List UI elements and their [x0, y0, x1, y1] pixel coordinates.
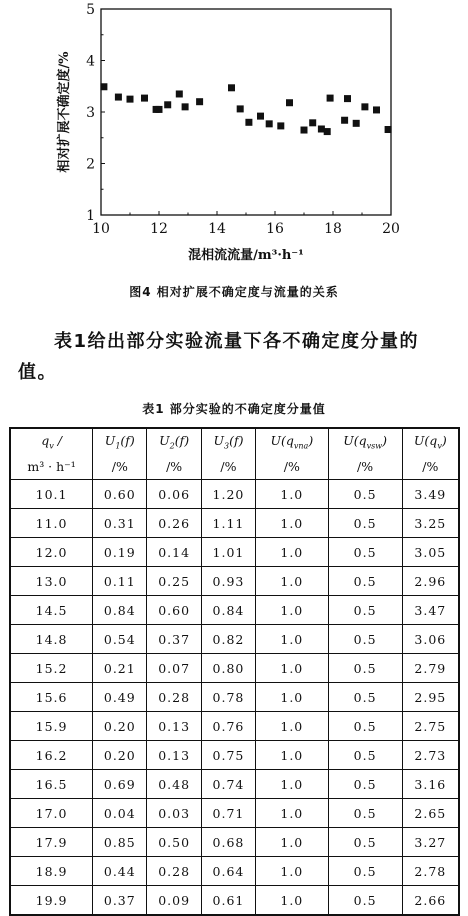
- table-cell: 0.64: [201, 857, 255, 886]
- table-cell: 2.79: [402, 654, 459, 683]
- table-cell: 1.0: [256, 857, 328, 886]
- header-tail-text: (f): [229, 433, 244, 449]
- x-tick-label: 14: [208, 221, 226, 237]
- header-cell: [147, 428, 201, 480]
- table-cell: 0.25: [147, 567, 201, 596]
- table-cell: 0.28: [147, 857, 201, 886]
- table-row: [10, 857, 459, 886]
- table-row: [10, 596, 459, 625]
- data-point: [353, 120, 360, 127]
- table-cell: 0.21: [93, 654, 147, 683]
- header-tail-text: (f): [120, 433, 135, 449]
- table-cell: 12.0: [10, 538, 93, 567]
- header-subscript: 1: [115, 441, 121, 451]
- table-cell: 0.20: [93, 741, 147, 770]
- table-cell: 0.68: [201, 828, 255, 857]
- table-row: [10, 741, 459, 770]
- data-point: [361, 103, 368, 110]
- table-cell: 0.50: [147, 828, 201, 857]
- table-cell: 0.04: [93, 799, 147, 828]
- table-cell: 2.96: [402, 567, 459, 596]
- table-cell: 19.9: [10, 886, 93, 916]
- table-cell: 0.61: [201, 886, 255, 916]
- table-row: [10, 509, 459, 538]
- header-symbol: [147, 431, 200, 457]
- plot-frame: [101, 9, 391, 215]
- paragraph-text: 表1给出部分实验流量下各不确定度分量的值。: [18, 331, 420, 383]
- data-point: [176, 90, 183, 97]
- y-tick-label: 4: [86, 53, 95, 70]
- data-point: [100, 83, 107, 90]
- header-symbol: [11, 431, 92, 457]
- table-cell: 16.2: [10, 741, 93, 770]
- table-cell: 0.19: [93, 538, 147, 567]
- data-point: [141, 95, 148, 102]
- table-cell: 1.0: [256, 480, 328, 509]
- data-point: [309, 119, 316, 126]
- header-unit: /%: [422, 458, 439, 474]
- table-cell: 0.5: [328, 886, 402, 916]
- table-cell: 3.16: [402, 770, 459, 799]
- data-point: [286, 99, 293, 106]
- figure-caption: 图4 相对扩展不确定度与流量的关系: [129, 285, 339, 299]
- header-unit: /%: [220, 458, 237, 474]
- table-cell: 2.73: [402, 741, 459, 770]
- header-cell: [256, 428, 328, 480]
- table-row: [10, 886, 459, 916]
- x-tick-label: 12: [150, 221, 168, 237]
- header-tail-text: /: [53, 433, 62, 449]
- table-cell: 17.0: [10, 799, 93, 828]
- data-point: [182, 103, 189, 110]
- x-axis-label: 混相流流量/m³·h⁻¹: [188, 248, 304, 263]
- table-cell: 2.95: [402, 683, 459, 712]
- header-sym-text: U(q: [413, 433, 438, 449]
- table-cell: 0.5: [328, 799, 402, 828]
- table-cell: 0.71: [201, 799, 255, 828]
- table-cell: 0.5: [328, 683, 402, 712]
- table-cell: 0.13: [147, 712, 201, 741]
- header-sym-text: U: [159, 433, 170, 449]
- table-cell: 0.5: [328, 741, 402, 770]
- x-tick-label: 20: [382, 221, 400, 237]
- table-cell: 3.49: [402, 480, 459, 509]
- table-row: [10, 538, 459, 567]
- table-cell: 2.66: [402, 886, 459, 916]
- table-cell: 14.5: [10, 596, 93, 625]
- data-point: [266, 120, 273, 127]
- table-cell: 1.0: [256, 654, 328, 683]
- table-cell: 0.49: [93, 683, 147, 712]
- table-cell: 1.0: [256, 596, 328, 625]
- table-cell: 0.26: [147, 509, 201, 538]
- data-point: [277, 122, 284, 129]
- table-cell: 0.5: [328, 480, 402, 509]
- y-tick-label: 5: [86, 2, 95, 18]
- table-cell: 0.31: [93, 509, 147, 538]
- header-symbol: [403, 431, 458, 457]
- header-cell: [201, 428, 255, 480]
- table-cell: 0.5: [328, 857, 402, 886]
- header-subscript: 3: [223, 441, 230, 451]
- table-cell: 3.25: [402, 509, 459, 538]
- header-subscript: vsw: [366, 441, 383, 451]
- table-cell: 1.0: [256, 828, 328, 857]
- table-cell: 0.74: [201, 770, 255, 799]
- table-cell: 2.75: [402, 712, 459, 741]
- data-point: [385, 126, 392, 133]
- table-cell: 3.05: [402, 538, 459, 567]
- table-cell: 15.2: [10, 654, 93, 683]
- table-cell: 1.11: [201, 509, 255, 538]
- header-unit: /%: [166, 458, 183, 474]
- y-tick-label: 2: [86, 156, 95, 173]
- table-cell: 0.60: [147, 596, 201, 625]
- table-cell: 0.44: [93, 857, 147, 886]
- table-cell: 1.01: [201, 538, 255, 567]
- table-cell: 0.85: [93, 828, 147, 857]
- header-cell: [93, 428, 147, 480]
- data-point: [341, 117, 348, 124]
- table-cell: 0.54: [93, 625, 147, 654]
- data-point: [324, 128, 331, 135]
- table-cell: 1.20: [201, 480, 255, 509]
- table-row: [10, 712, 459, 741]
- table-cell: 0.5: [328, 828, 402, 857]
- table-cell: 0.5: [328, 567, 402, 596]
- header-sym-text: q: [41, 433, 50, 449]
- table-cell: 16.5: [10, 770, 93, 799]
- table-row: [10, 480, 459, 509]
- table-cell: 0.5: [328, 654, 402, 683]
- table-title: 表1 部分实验的不确定度分量值: [142, 402, 326, 416]
- y-axis-label: 相对扩展不确定度/%: [57, 51, 72, 173]
- table-cell: 0.84: [93, 596, 147, 625]
- data-point: [127, 96, 134, 103]
- table-cell: 0.60: [93, 480, 147, 509]
- table-header-row: [10, 428, 459, 480]
- table-cell: 0.37: [147, 625, 201, 654]
- table-cell: 0.09: [147, 886, 201, 916]
- table-cell: 1.0: [256, 538, 328, 567]
- table-cell: 0.14: [147, 538, 201, 567]
- header-unit: m³ · h⁻¹: [27, 458, 76, 474]
- table-cell: 15.9: [10, 712, 93, 741]
- table-cell: 0.28: [147, 683, 201, 712]
- data-point: [373, 106, 380, 113]
- header-unit: /%: [111, 458, 128, 474]
- table-cell: 0.5: [328, 538, 402, 567]
- x-tick-label: 18: [324, 221, 342, 237]
- table-cell: 0.5: [328, 596, 402, 625]
- data-point: [196, 98, 203, 105]
- table-cell: 1.0: [256, 886, 328, 916]
- table-cell: 2.78: [402, 857, 459, 886]
- table-cell: 10.1: [10, 480, 93, 509]
- table-cell: 0.48: [147, 770, 201, 799]
- data-point: [237, 105, 244, 112]
- table-cell: 0.93: [201, 567, 255, 596]
- table-cell: 15.6: [10, 683, 93, 712]
- header-sym-text: U: [104, 433, 116, 449]
- table-cell: 0.76: [201, 712, 255, 741]
- header-subscript: vna: [293, 441, 309, 451]
- data-point: [327, 95, 334, 102]
- header-symbol: [202, 431, 255, 457]
- table-cell: 0.07: [147, 654, 201, 683]
- header-unit: /%: [283, 458, 300, 474]
- table-row: [10, 828, 459, 857]
- header-symbol: [256, 431, 327, 457]
- uncertainty-table: [9, 427, 460, 916]
- table-cell: 0.5: [328, 509, 402, 538]
- table-cell: 0.69: [93, 770, 147, 799]
- data-point: [257, 113, 264, 120]
- table-cell: 0.5: [328, 625, 402, 654]
- table-row: [10, 625, 459, 654]
- table-cell: 1.0: [256, 799, 328, 828]
- header-cell: [10, 428, 93, 480]
- table-row: [10, 799, 459, 828]
- table-cell: 1.0: [256, 770, 328, 799]
- table-cell: 2.65: [402, 799, 459, 828]
- header-subscript: v: [437, 441, 442, 451]
- table-cell: 0.06: [147, 480, 201, 509]
- table-cell: 3.27: [402, 828, 459, 857]
- header-sym-text: U(q: [343, 433, 367, 449]
- table-cell: 17.9: [10, 828, 93, 857]
- table-cell: 0.78: [201, 683, 255, 712]
- table-cell: 3.47: [402, 596, 459, 625]
- table-cell: 1.0: [256, 625, 328, 654]
- table-cell: 1.0: [256, 683, 328, 712]
- y-tick-label: 1: [86, 208, 95, 224]
- table-cell: 0.82: [201, 625, 255, 654]
- header-cell: [402, 428, 459, 480]
- header-tail-text: ): [441, 433, 447, 449]
- header-tail-text: (f): [174, 433, 190, 449]
- data-point: [301, 127, 308, 134]
- table-cell: 0.37: [93, 886, 147, 916]
- header-subscript: v: [49, 441, 54, 451]
- header-unit: /%: [357, 458, 374, 474]
- table-cell: 0.03: [147, 799, 201, 828]
- table-row: [10, 567, 459, 596]
- table-cell: 0.5: [328, 770, 402, 799]
- body-paragraph: [18, 326, 458, 388]
- table-cell: 11.0: [10, 509, 93, 538]
- data-point: [245, 119, 252, 126]
- table-cell: 1.0: [256, 712, 328, 741]
- table-cell: 0.84: [201, 596, 255, 625]
- header-sym-text: U: [213, 433, 224, 449]
- table-cell: 1.0: [256, 741, 328, 770]
- table-cell: 0.80: [201, 654, 255, 683]
- table-cell: 0.13: [147, 741, 201, 770]
- header-tail-text: ): [382, 433, 387, 449]
- table-cell: 0.20: [93, 712, 147, 741]
- header-subscript: 2: [169, 441, 175, 451]
- header-sym-text: U(q: [270, 433, 294, 449]
- table-row: [10, 654, 459, 683]
- table-cell: 1.0: [256, 567, 328, 596]
- x-tick-label: 10: [92, 221, 110, 237]
- table-cell: 3.06: [402, 625, 459, 654]
- data-point: [228, 84, 235, 91]
- y-tick-label: 3: [86, 105, 95, 121]
- table-cell: 18.9: [10, 857, 93, 886]
- header-cell: [328, 428, 402, 480]
- table-cell: 1.0: [256, 509, 328, 538]
- table-row: [10, 683, 459, 712]
- data-point: [344, 95, 351, 102]
- table-cell: 0.75: [201, 741, 255, 770]
- x-tick-label: 16: [266, 221, 284, 237]
- table-cell: 13.0: [10, 567, 93, 596]
- header-symbol: [329, 431, 402, 457]
- header-symbol: [93, 431, 146, 457]
- data-point: [164, 101, 171, 108]
- table-body: [10, 480, 459, 916]
- scatter-chart: [0, 0, 468, 270]
- table-cell: 0.5: [328, 712, 402, 741]
- header-tail-text: ): [308, 433, 314, 449]
- table-row: [10, 770, 459, 799]
- table-cell: 14.8: [10, 625, 93, 654]
- data-point: [156, 106, 163, 113]
- data-point: [115, 94, 122, 101]
- table-cell: 0.11: [93, 567, 147, 596]
